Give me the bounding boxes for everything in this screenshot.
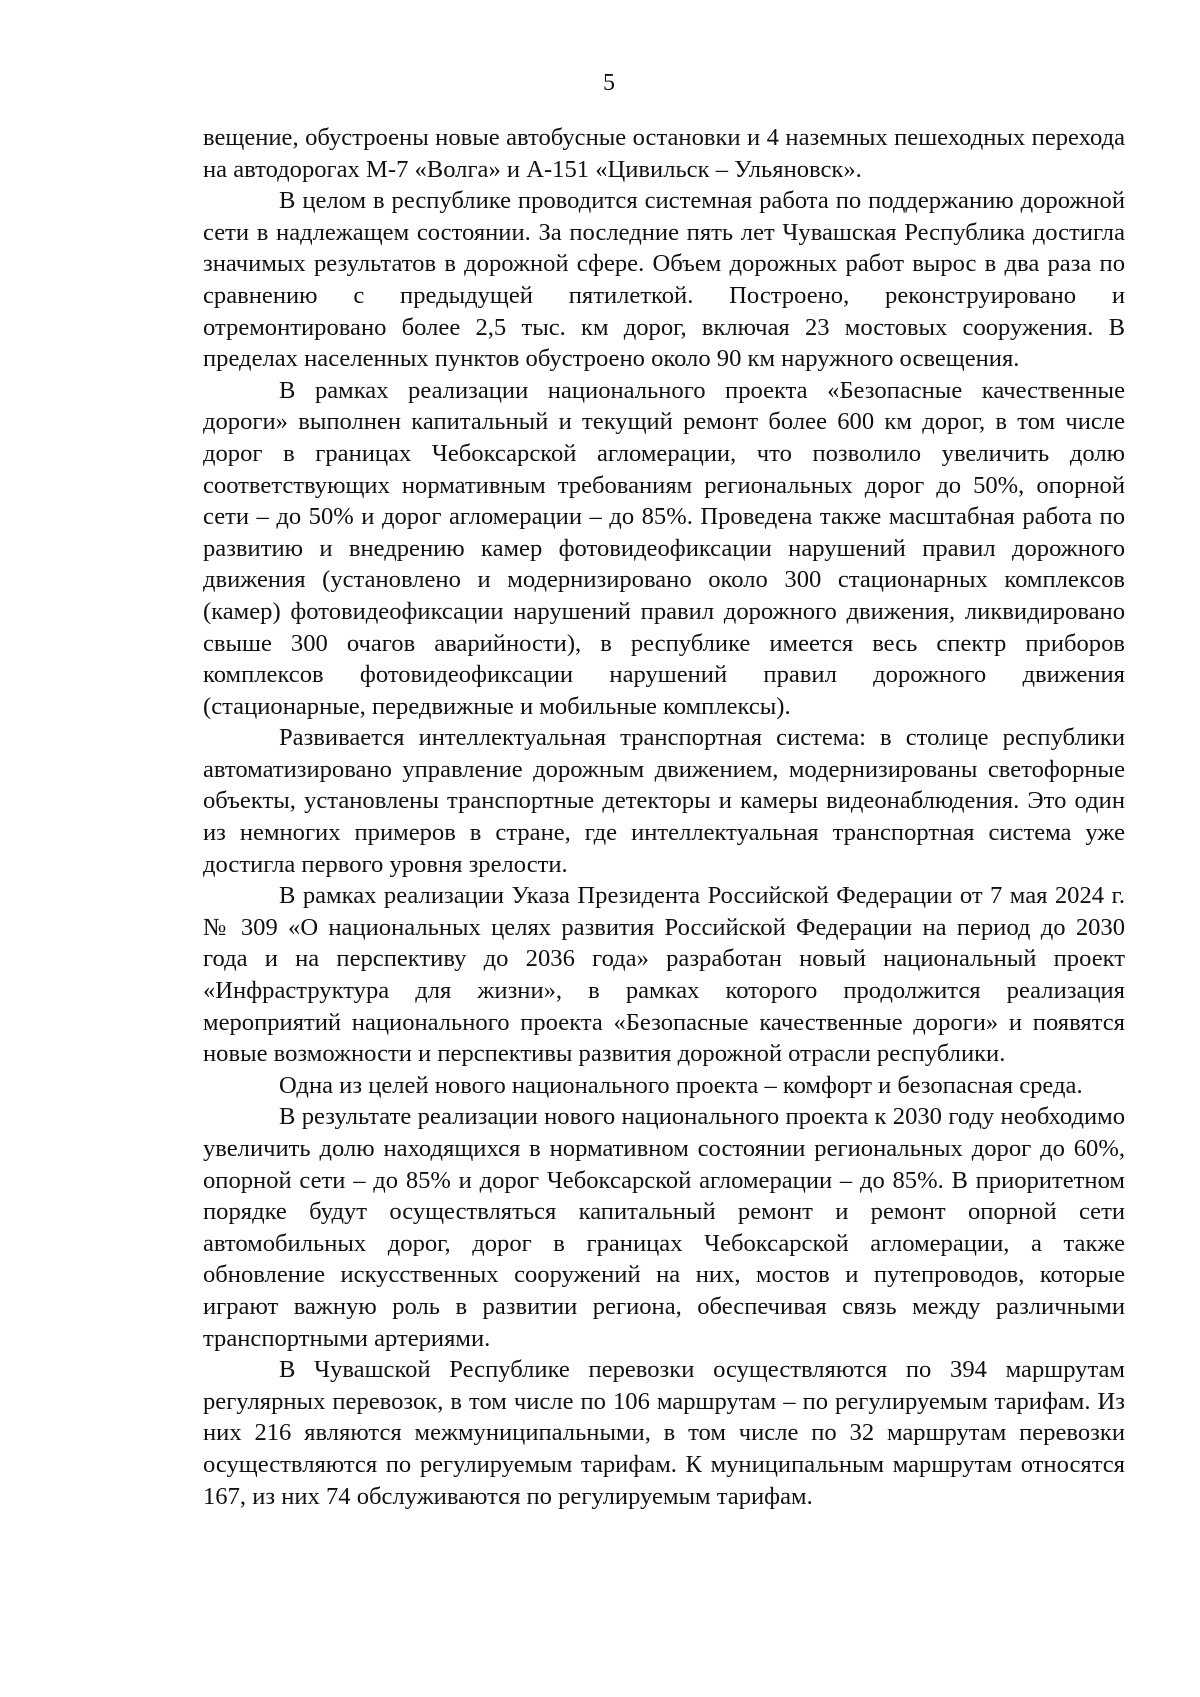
paragraph-4: Развивается интеллектуальная транспортная система: в столице республики автоматизировано управление дорожным движением, модернизированы светофорные объекты, установлены транспортные детекторы и камеры видеонаблюдения. Это один из немногих примеров в стране, где интеллектуальная транспортная система уже достигла первого уровня зрелости. <box>203 724 1125 878</box>
paragraph-3: В рамках реализации национального проекта «Безопасные качественные дороги» выполнен капитальный и текущий ремонт более 600 км дорог, в том числе дорог в границах Чебоксарской агломерации, что позволило увеличить долю соответствующих нормативным требованиям региональных дорог до 50%, опорной сети – до 50% и дорог агломерации – до 85%. Проведена также масштабная работа по развитию и внедрению камер фотовидеофиксации нарушений правил дорожного движения (установлено и модернизировано около 300 стационарных комплексов (камер) фотовидеофиксации нарушений правил дорожного движения, ликвидировано свыше 300 очагов аварийности), в республике имеется весь спектр приборов комплексов фотовидеофиксации нарушений правил дорожного движения (стационарные, передвижные и мобильные комплексы). <box>203 376 1125 720</box>
paragraph-1: вещение, обустроены новые автобусные остановки и 4 наземных пешеходных перехода на автодорогах М-7 «Волга» и А-151 «Цивильск – Ульяновск». <box>203 124 1125 183</box>
paragraph-7: В результате реализации нового национального проекта к 2030 году необходимо увеличить долю находящихся в нормативном состоянии региональных дорог до 60%, опорной сети – до 85% и дорог Чебоксарской агломерации – до 85%. В приоритетном порядке будут осуществляться капитальный ремонт и ремонт опорной сети автомобильных дорог, дорог в границах Чебоксарской агломерации, а также обновление искусственных сооружений на них, мостов и путепроводов, которые играют важную роль в развитии региона, обеспечивая связь между различными транспортными артериями. <box>203 1103 1125 1352</box>
paragraph-6: Одна из целей нового национального проекта – комфорт и безопасная среда. <box>279 1071 1083 1099</box>
paragraph-5: В рамках реализации Указа Президента Российской Федерации от 7 мая 2024 г. № 309 «О национальных целях развития Российской Федерации на период до 2030 года и на перспективу до 2036 года» разработан новый национальный проект «Инфраструктура для жизни», в рамках которого продолжится реализация мероприятий национального проекта «Безопасные качественные дороги» и появятся новые возможности и перспективы развития дорожной отрасли республики. <box>203 882 1125 1068</box>
document-body <box>203 122 1125 1512</box>
page-number: 5 <box>603 70 615 96</box>
paragraph-8: В Чувашской Республике перевозки осуществляются по 394 маршрутам регулярных перевозок, в том числе по 106 маршрутам – по регулируемым тарифам. Из них 216 являются межмуниципальными, в том числе по 32 маршрутам перевозки осуществляются по регулируемым тарифам. К муниципальным маршрутам относятся 167, из них 74 обслуживаются по регулируемым тарифам. <box>203 1356 1125 1510</box>
paragraph-2: В целом в республике проводится системная работа по поддержанию дорожной сети в надлежащем состоянии. За последние пять лет Чувашская Республика достигла значимых результатов в дорожной сфере. Объем дорожных работ вырос в два раза по сравнению с предыдущей пятилеткой. Построено, реконструировано и отремонтировано более 2,5 тыс. км дорог, включая 23 мостовых сооружения. В пределах населенных пунктов обустроено около 90 км наружного освещения. <box>203 187 1125 373</box>
